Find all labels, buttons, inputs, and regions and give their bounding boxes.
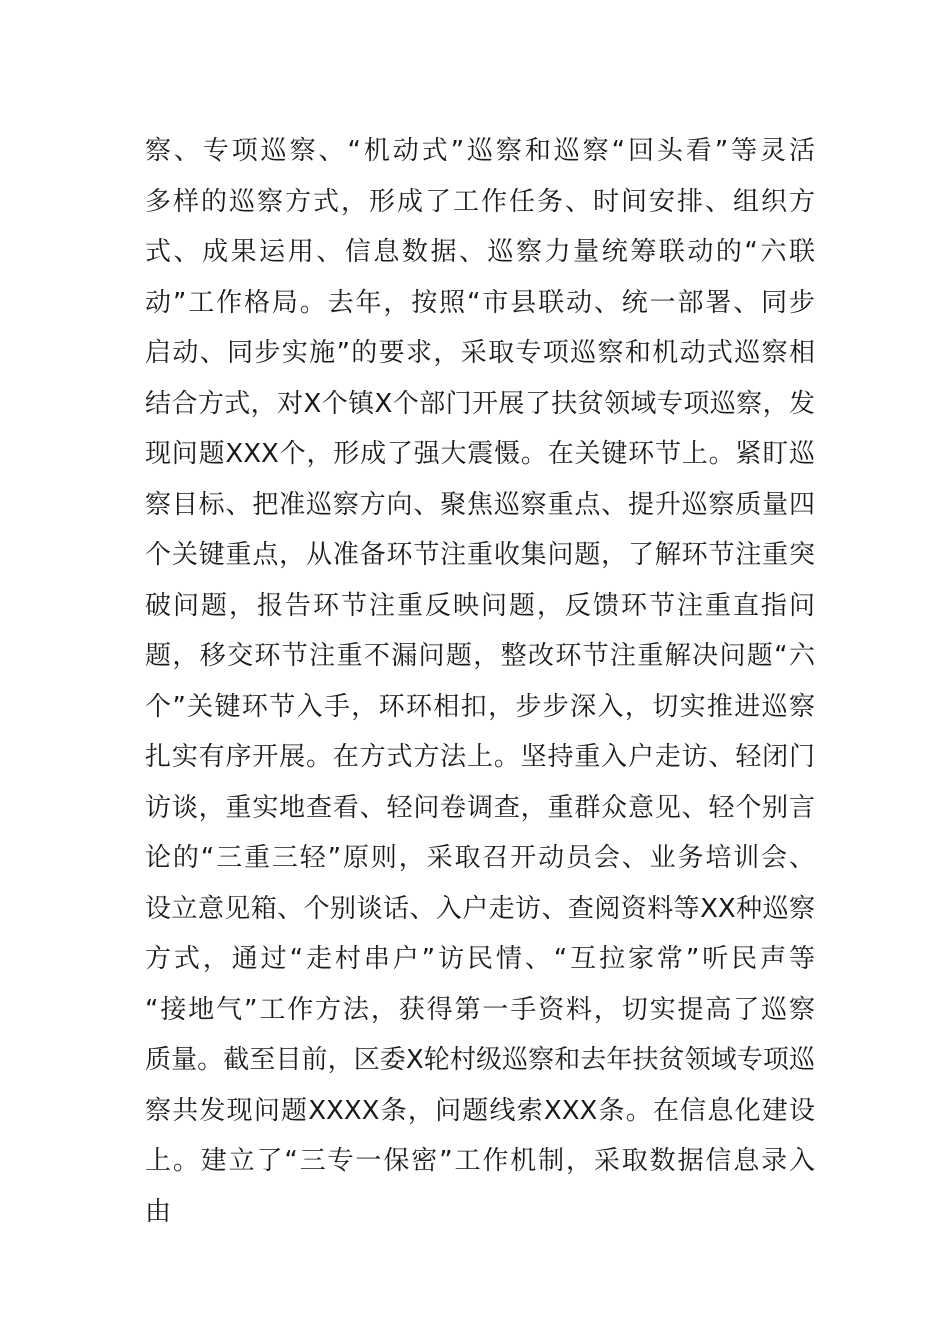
text-line: 论的“三重三轻”原则，采取召开动员会、业务培训会、 bbox=[145, 843, 815, 873]
text-line: 现问题XXX个，形成了强大震慑。在关键环节上。紧盯巡 bbox=[145, 439, 815, 469]
text-line: 由 bbox=[145, 1196, 172, 1227]
text-line: 扎实有序开展。在方式方法上。坚持重入户走访、轻闭门 bbox=[145, 742, 815, 772]
text-line: 动”工作格局。去年，按照“市县联动、统一部署、同步 bbox=[145, 287, 815, 318]
text-line: 结合方式，对X个镇X个部门开展了扶贫领域专项巡察，发 bbox=[145, 388, 815, 419]
body-text bbox=[145, 126, 815, 1237]
text-line: 设立意见箱、个别谈话、入户走访、查阅资料等XX种巡察 bbox=[145, 893, 815, 924]
text-line: 个关键重点，从准备环节注重收集问题，了解环节注重突 bbox=[145, 540, 815, 570]
text-line: 察、专项巡察、“机动式”巡察和巡察“回头看”等灵活 bbox=[145, 136, 815, 166]
text-line: 个”关键环节入手，环环相扣，步步深入，切实推进巡察 bbox=[145, 691, 815, 722]
text-line: 式、成果运用、信息数据、巡察力量统筹联动的“六联 bbox=[145, 237, 815, 267]
text-line: 察目标、把准巡察方向、聚焦巡察重点、提升巡察质量四 bbox=[145, 489, 815, 520]
text-line: 察共发现问题XXXX条，问题线索XXX条。在信息化建设 bbox=[145, 1095, 815, 1126]
text-line: 破问题，报告环节注重反映问题，反馈环节注重直指问 bbox=[145, 590, 815, 621]
text-line: 方式，通过“走村串户”访民情、“互拉家常”听民声等 bbox=[145, 944, 815, 974]
text-line: 质量。截至目前，区委X轮村级巡察和去年扶贫领域专项巡 bbox=[145, 1045, 815, 1075]
text-line: 启动、同步实施”的要求，采取专项巡察和机动式巡察相 bbox=[145, 338, 815, 368]
text-line: 题，移交环节注重不漏问题，整改环节注重解决问题“六 bbox=[145, 641, 815, 671]
text-line: 上。建立了“三专一保密”工作机制，采取数据信息录入 bbox=[145, 1146, 815, 1176]
text-line: 访谈，重实地查看、轻问卷调查，重群众意见、轻个别言 bbox=[145, 792, 815, 823]
text-line: “接地气”工作方法，获得第一手资料，切实提高了巡察 bbox=[145, 994, 815, 1025]
text-line: 多样的巡察方式，形成了工作任务、时间安排、组织方 bbox=[145, 186, 815, 217]
